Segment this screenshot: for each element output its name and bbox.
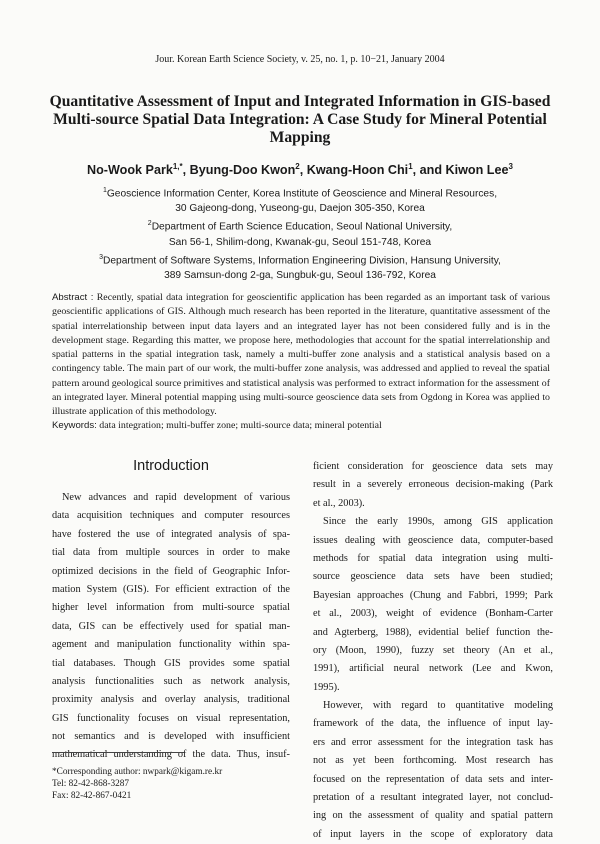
abstract-label: Abstract :	[52, 292, 94, 303]
footnotes	[52, 766, 290, 802]
affiliation-text: Department of Software Systems, Information Engineering Division, Hansung University,	[103, 255, 501, 267]
author-name: No-Wook Park	[87, 163, 173, 178]
abstract	[52, 291, 550, 420]
body-line: focused on the representation of data sets and inter-	[313, 773, 553, 785]
author-separator: , and	[412, 163, 446, 178]
body-line: issues dealing with geoscience data, computer-based	[313, 534, 553, 546]
affiliation-line	[50, 183, 550, 201]
body-line: ers and error assessment for the integration task has	[313, 736, 553, 748]
body-line: However, with regard to quantitative modeling	[323, 700, 553, 712]
author-affil-marker: 2	[295, 162, 300, 171]
footnote-divider	[52, 752, 184, 753]
abstract-text: Recently, spatial data integration for geoscientific application has been regarded as an important task of various geoscientific applications of GIS. Although much research has been reported in the literature, quantitative assessment of the spatial interrelationship between input data layers and an integrated layer has not been considered fully and is in the development stage. Regarding this matter, we propose here, methodologies that account for the spatial interrelationship and spatial patterns in the spatial integration task, namely a multi-buffer zone analysis and a statistical analysis based on a contingency table. The main part of our work, the multi-buffer zone analysis, was addressed and applied to reveal the spatial pattern around geological source primitives and statistical analysis was performed to extract information for the assessment of an integrated layer. Mineral potential mapping using multi-source geoscience data sets from Ogdong in Korea was applied to illustrate application of this methodology.	[52, 292, 550, 418]
affiliation-line: 30 Gajeong-dong, Yuseong-gu, Daejon 305-350, Korea	[175, 203, 425, 215]
left-column	[52, 489, 290, 765]
title-line: Mapping	[269, 129, 331, 146]
body-line: not as yet been forthcoming. Most research has	[313, 755, 553, 767]
body-line: analysis functionalities such as network analysis,	[52, 675, 290, 687]
body-line: and Agterberg, 1988), evidential belief function the-	[313, 626, 553, 638]
author-name: Kwang-Hoon Chi	[306, 163, 409, 178]
author-list	[0, 162, 600, 177]
body-line: not semantics and is developed with insufficient	[52, 731, 290, 743]
body-line: agement and manipulation functionality within spa-	[52, 639, 290, 651]
author-name: Byung-Doo Kwon	[189, 163, 296, 178]
affiliation-line	[50, 250, 550, 268]
corresponding-author-note: *Corresponding author: nwpark@kigam.re.kr	[52, 767, 223, 777]
body-line: ory (Moon, 1990), fuzzy set theory (An et al.,	[313, 644, 553, 656]
author-affil-marker: 1	[408, 162, 413, 171]
body-line: 1995).	[313, 681, 340, 693]
author-name: Kiwon Lee	[445, 163, 509, 178]
affiliation-marker: 2	[147, 220, 152, 228]
affiliation-line	[50, 216, 550, 234]
right-column	[313, 458, 553, 844]
body-line: data, GIS can be effectively used for spatial man-	[52, 620, 290, 632]
body-line: data acquisition techniques and computer resources	[52, 510, 290, 522]
keywords-text: data integration; multi-buffer zone; multi-source data; mineral potential	[96, 420, 382, 431]
body-line: tial data from multiple sources in order to make	[52, 547, 290, 559]
body-line: ficient consideration for geoscience data sets may	[313, 461, 553, 472]
body-line: of input layers in the scope of exploratory data	[313, 828, 553, 840]
body-line: tial databases. Though GIS provides some spatial	[52, 657, 290, 669]
author-affil-marker: 3	[508, 162, 513, 171]
body-line: framework of the data, the influence of input lay-	[313, 718, 553, 730]
body-line: et al., 2003).	[313, 497, 365, 509]
body-line: methods for spatial data integration using multi-	[313, 552, 553, 564]
body-line: 1991), artificial neural network (Lee and Kwon,	[313, 663, 553, 675]
author-affil-marker: 1,*	[172, 162, 183, 171]
body-line: GIS functionality focuses on visual representation,	[52, 712, 290, 724]
author-separator: ,	[299, 163, 307, 178]
paper-title	[40, 93, 560, 147]
body-line: pretation of a resultant integrated layer, not conclud-	[313, 792, 553, 804]
body-line: Since the early 1990s, among GIS application	[323, 516, 553, 528]
keywords	[52, 420, 550, 431]
title-line: Multi-source Spatial Data Integration: A Case Study for Mineral Potential	[53, 111, 547, 128]
author-separator: ,	[182, 163, 190, 178]
affiliation-marker: 1	[102, 187, 107, 194]
body-line: higher level information from multi-source spatial	[52, 602, 290, 614]
section-heading-introduction: Introduction	[133, 458, 209, 474]
affiliation-line: San 56-1, Shilim-dong, Kwanak-gu, Seoul 151-748, Korea	[168, 236, 432, 248]
telephone-note: Tel: 82-42-868-3287	[52, 779, 130, 789]
body-line: mathematical understanding of the data. Thus, insuf-	[52, 749, 290, 761]
body-line: et al., 2003), weight of evidence (Bonham-Carter	[313, 608, 553, 620]
body-line: proximity analysis and overlay analysis, traditional	[52, 694, 290, 706]
journal-citation: Jour. Korean Earth Science Society, v. 25, no. 1, p. 10−21, January 2004	[155, 54, 445, 65]
affiliation-line: 389 Samsun-dong 2-ga, Sungbuk-gu, Seoul 136-792, Korea	[164, 270, 436, 282]
body-line: result in a severely erroneous decision-making (Park	[313, 479, 553, 491]
body-line: New advances and rapid development of various	[62, 492, 290, 503]
affiliation-text: Department of Earth Science Education, Seoul National University,	[151, 221, 453, 233]
affiliation-text: Geoscience Information Center, Korea Institute of Geoscience and Mineral Resources,	[106, 188, 498, 200]
affiliation-marker: 3	[99, 253, 104, 261]
fax-note: Fax: 82-42-867-0421	[52, 791, 132, 801]
body-line: source geoscience data sets have been studied;	[313, 571, 553, 583]
body-line: Bayesian approaches (Chung and Fabbri, 1999; Park	[313, 589, 553, 601]
body-line: optimized decisions in the field of Geographic Infor-	[52, 565, 290, 577]
body-line: ing on the assessment of quality and spatial pattern	[313, 810, 553, 822]
keywords-label: Keywords:	[52, 420, 97, 431]
body-line: mation System (GIS). For efficient extraction of the	[52, 583, 290, 595]
affiliations	[50, 183, 550, 283]
title-line: Quantitative Assessment of Input and Integrated Information in GIS-based	[49, 93, 551, 110]
body-line: have fostered the use of integrated analysis of spa-	[52, 528, 290, 540]
